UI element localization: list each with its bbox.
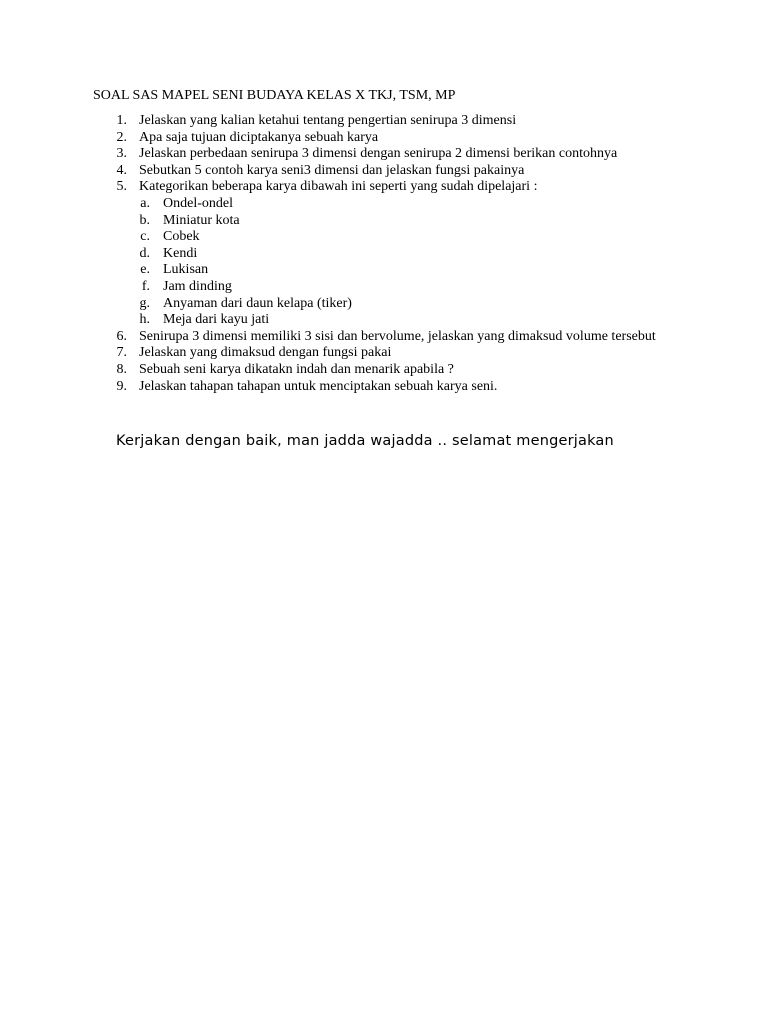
question-number: 3. xyxy=(116,146,127,162)
question-item xyxy=(0,329,768,346)
sub-item-letter: c. xyxy=(140,229,150,245)
question-text: Kategorikan beberapa karya dibawah ini seperti yang sudah dipelajari : xyxy=(139,179,538,195)
question-item xyxy=(0,146,768,163)
sub-item-letter: b. xyxy=(139,212,150,228)
question-text: Jelaskan tahapan tahapan untuk menciptakan sebuah karya seni. xyxy=(139,378,498,394)
sub-item xyxy=(0,213,768,230)
question-text: Senirupa 3 dimensi memiliki 3 sisi dan bervolume, jelaskan yang dimaksud volume tersebut xyxy=(139,328,656,344)
sub-item-text: Meja dari kayu jati xyxy=(163,312,270,328)
question-item xyxy=(0,130,768,147)
question-number: 5. xyxy=(116,179,127,195)
question-number: 1. xyxy=(116,113,127,128)
sub-item-letter: a. xyxy=(140,195,150,211)
sub-item-text: Ondel-ondel xyxy=(163,195,233,211)
sub-item xyxy=(0,246,768,263)
sub-item xyxy=(0,296,768,313)
question-number: 4. xyxy=(116,162,127,178)
sub-item xyxy=(0,279,768,296)
question-list xyxy=(0,113,768,395)
question-number: 2. xyxy=(116,129,127,145)
sub-item xyxy=(0,229,768,246)
sub-item-letter: h. xyxy=(139,312,150,328)
sub-item-letter: g. xyxy=(139,295,150,311)
question-text: Sebutkan 5 contoh karya seni3 dimensi dan jelaskan fungsi pakainya xyxy=(139,162,525,178)
sub-item xyxy=(0,312,768,329)
sub-item xyxy=(0,262,768,279)
closing-message: Kerjakan dengan baik, man jadda wajadda .. selamat mengerjakan xyxy=(116,433,614,449)
sub-item xyxy=(0,196,768,213)
question-item xyxy=(0,163,768,180)
sub-item-text: Kendi xyxy=(163,245,198,261)
question-item xyxy=(0,379,768,396)
question-text: Jelaskan yang kalian ketahui tentang pengertian senirupa 3 dimensi xyxy=(139,113,517,128)
question-number: 9. xyxy=(116,378,127,394)
question-item xyxy=(0,113,768,130)
sub-item-text: Miniatur kota xyxy=(163,212,240,228)
question-item xyxy=(0,362,768,379)
sub-item-letter: d. xyxy=(139,245,150,261)
question-text: Sebuah seni karya dikatakn indah dan menarik apabila ? xyxy=(139,361,454,377)
question-number: 6. xyxy=(116,328,127,344)
question-text: Apa saja tujuan diciptakanya sebuah karya xyxy=(139,129,379,145)
question-item xyxy=(0,345,768,362)
sub-item-letter: f. xyxy=(141,278,150,294)
sub-item-text: Lukisan xyxy=(163,262,209,278)
sub-item-letter: e. xyxy=(140,262,150,278)
question-number: 8. xyxy=(116,361,127,377)
document-title: SOAL SAS MAPEL SENI BUDAYA KELAS X TKJ, TSM, MP xyxy=(93,88,456,103)
sub-item-text: Jam dinding xyxy=(163,278,232,294)
question-number: 7. xyxy=(116,345,127,361)
question-text: Jelaskan perbedaan senirupa 3 dimensi dengan senirupa 2 dimensi berikan contohnya xyxy=(139,146,618,162)
question-item xyxy=(0,179,768,196)
sub-item-text: Anyaman dari daun kelapa (tiker) xyxy=(163,295,352,311)
question-text: Jelaskan yang dimaksud dengan fungsi pakai xyxy=(139,345,392,361)
sub-item-text: Cobek xyxy=(163,229,200,245)
